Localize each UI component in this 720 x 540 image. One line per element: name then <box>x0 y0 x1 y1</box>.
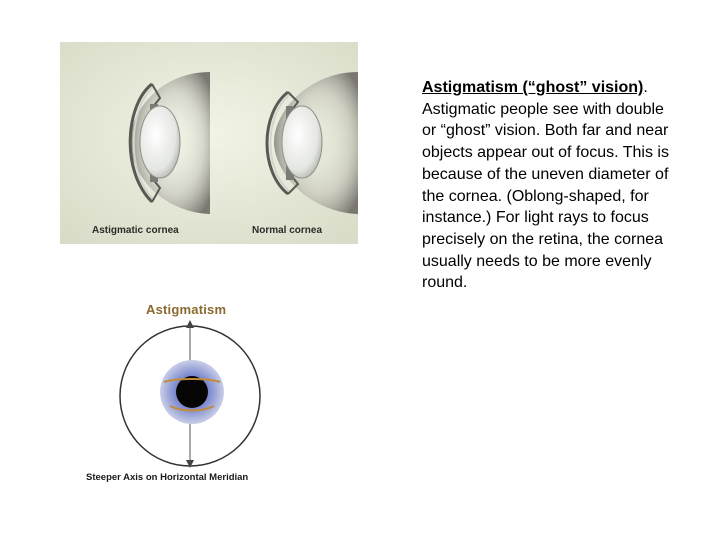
axis-caption: Steeper Axis on Horizontal Meridian <box>86 472 249 483</box>
astigmatism-body-text: Astigmatic people see with double or “ghost” vision. Both far and near objects appear out of focus. This is because of the uneven diameter of the cornea. (Oblong-shaped, for instance.) For light rays to focus precisely on the retina, the cornea usually needs to be more evenly round. <box>422 100 669 292</box>
up-arrow-icon <box>186 320 194 328</box>
pupil <box>176 376 208 408</box>
normal-cornea-label: Normal cornea <box>252 225 323 236</box>
astigmatism-front-view-illustration <box>84 296 306 490</box>
cornea-comparison-illustration <box>60 42 358 244</box>
astigmatism-heading: Astigmatism (“ghost” vision) <box>422 79 644 96</box>
astigmatism-description <box>422 77 672 294</box>
heading-period: . <box>643 79 648 96</box>
astigmatic-cornea-label: Astigmatic cornea <box>92 225 179 236</box>
cornea-comparison-figure <box>60 42 358 244</box>
astigmatism-front-view-figure <box>84 296 306 490</box>
astigmatism-title: Astigmatism <box>146 302 227 317</box>
